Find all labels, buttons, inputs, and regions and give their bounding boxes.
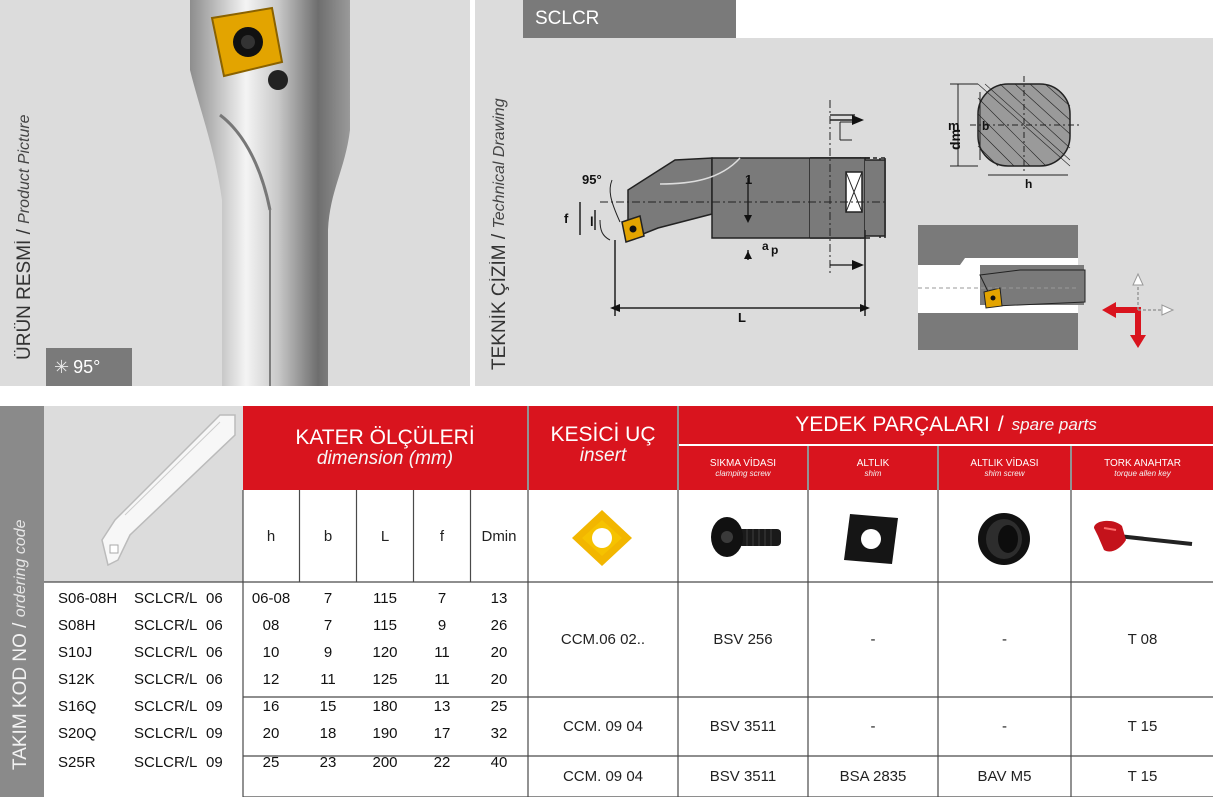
row-type: SCLCR/L xyxy=(134,698,198,715)
col-header-b: b xyxy=(323,527,333,545)
group1-shimscrew: - xyxy=(1002,631,1007,648)
row-h: 08 xyxy=(262,617,280,634)
group3-insert: CCM. 09 04 xyxy=(562,767,644,785)
drawing-one-text: 1 xyxy=(745,172,753,187)
row-f: 9 xyxy=(437,617,447,634)
shim-screw-header: ALTLIK VİDASI shim screw xyxy=(939,446,1070,490)
insert-header-title: KESİCİ UÇ xyxy=(550,423,656,446)
drawing-m-text: m xyxy=(948,118,960,133)
row-code: S16Q xyxy=(58,698,97,715)
row-b: 7 xyxy=(323,617,333,634)
row-type: SCLCR/L xyxy=(134,754,198,771)
row-code: S10J xyxy=(58,644,93,661)
clamp-screw-header: SIKMA VİDASI clamping screw xyxy=(679,446,807,490)
group3-key: T 15 xyxy=(1127,767,1158,785)
row-L: 125 xyxy=(372,671,398,688)
row-h: 20 xyxy=(262,725,280,742)
row-dmin: 13 xyxy=(490,590,508,607)
shim-header: ALTLIK shim xyxy=(809,446,937,490)
group2-shim: - xyxy=(870,718,876,735)
row-size: 09 xyxy=(206,698,223,715)
row-b: 15 xyxy=(319,698,337,715)
row-f: 22 xyxy=(433,754,451,771)
group1-insert: CCM.06 02.. xyxy=(560,631,646,648)
row-h: 16 xyxy=(262,698,280,715)
row-f: 11 xyxy=(434,671,450,688)
row-size: 06 xyxy=(206,590,223,607)
drawing-angle-text: 95° xyxy=(582,172,602,187)
row-dmin: 26 xyxy=(490,617,508,634)
group1-shim: - xyxy=(870,631,876,648)
row-b: 11 xyxy=(320,671,336,688)
drawing-f-text: f xyxy=(564,211,569,226)
row-type: SCLCR/L xyxy=(134,644,198,661)
col-header-h: h xyxy=(266,527,276,545)
spare-parts-title: YEDEK PARÇALARI xyxy=(795,413,990,436)
drawing-b-text: b xyxy=(982,119,990,133)
row-code: S25R xyxy=(58,754,96,771)
row-h: 12 xyxy=(262,671,280,688)
row-type: SCLCR/L xyxy=(134,617,198,634)
row-b: 18 xyxy=(319,725,337,742)
row-L: 115 xyxy=(373,590,397,607)
row-b: 9 xyxy=(323,644,333,661)
row-dmin: 32 xyxy=(490,725,508,742)
row-size: 06 xyxy=(206,671,223,688)
drawing-ap-p-text: p xyxy=(771,243,779,257)
row-size: 09 xyxy=(206,754,223,771)
technical-drawing-label: TEKNİK ÇİZİM / Technical Drawing xyxy=(489,98,510,370)
row-code: S12K xyxy=(58,671,95,688)
row-h: 25 xyxy=(262,754,280,771)
row-f: 7 xyxy=(437,590,447,607)
group3-shimscrew: BAV M5 xyxy=(977,767,1032,785)
drawing-ap-a-text: a xyxy=(762,239,769,253)
row-size: 09 xyxy=(206,725,223,742)
row-h: 10 xyxy=(262,644,280,661)
row-dmin: 20 xyxy=(490,671,508,688)
row-dmin: 25 xyxy=(490,698,508,715)
row-type: SCLCR/L xyxy=(134,725,198,742)
group2-clamp: BSV 3511 xyxy=(709,718,777,735)
spare-parts-sub: spare parts xyxy=(1011,415,1097,434)
row-type: SCLCR/L xyxy=(134,671,198,688)
ordering-code-label: TAKIM KOD NO / ordering code xyxy=(10,519,31,770)
row-f: 13 xyxy=(433,698,451,715)
drawing-L-text: L xyxy=(738,310,746,325)
torque-key-header: TORK ANAHTAR torque allen key xyxy=(1072,446,1213,490)
spare-parts-slash: / xyxy=(997,413,1004,436)
row-L: 180 xyxy=(372,698,398,715)
row-dmin: 40 xyxy=(490,754,508,771)
row-b: 23 xyxy=(319,754,337,771)
row-L: 120 xyxy=(372,644,398,661)
group1-clamp: BSV 256 xyxy=(713,631,773,648)
col-header-L: L xyxy=(380,527,390,545)
row-code: S20Q xyxy=(58,725,97,742)
row-L: 200 xyxy=(372,754,398,771)
insert-header-sub: insert xyxy=(579,445,627,466)
row-L: 115 xyxy=(373,617,397,634)
model-tab-text: SCLCR xyxy=(535,8,600,29)
drawing-dm-text: dm xyxy=(947,129,963,150)
row-type: SCLCR/L xyxy=(134,590,198,607)
row-size: 06 xyxy=(206,644,223,661)
row-f: 17 xyxy=(433,725,451,742)
row-h: 06-08 xyxy=(251,590,291,607)
row-dmin: 20 xyxy=(490,644,508,661)
col-header-f: f xyxy=(439,527,445,545)
angle-badge-text: 95° xyxy=(73,356,101,377)
dimension-header-title: KATER ÖLÇÜLERİ xyxy=(295,426,475,449)
col-header-dmin: Dmin xyxy=(481,527,517,545)
drawing-l-text: l xyxy=(590,214,594,229)
row-b: 7 xyxy=(323,590,333,607)
row-code: S08H xyxy=(58,617,96,634)
group1-key: T 08 xyxy=(1127,631,1158,648)
row-size: 06 xyxy=(206,617,223,634)
product-picture-label: ÜRÜN RESMİ / Product Picture xyxy=(14,114,35,360)
drawing-h-text: h xyxy=(1025,177,1033,191)
dimension-header-sub: dimension (mm) xyxy=(316,448,454,469)
row-f: 11 xyxy=(434,644,450,661)
star-icon: ✳ xyxy=(54,356,70,377)
row-L: 190 xyxy=(372,725,398,742)
row-code: S06-08H xyxy=(58,590,118,607)
group2-insert: CCM. 09 04 xyxy=(562,718,644,735)
group2-shimscrew: - xyxy=(1002,718,1007,735)
group3-clamp: BSV 3511 xyxy=(709,767,777,785)
group2-key: T 15 xyxy=(1127,718,1158,735)
group3-shim: BSA 2835 xyxy=(839,767,907,785)
